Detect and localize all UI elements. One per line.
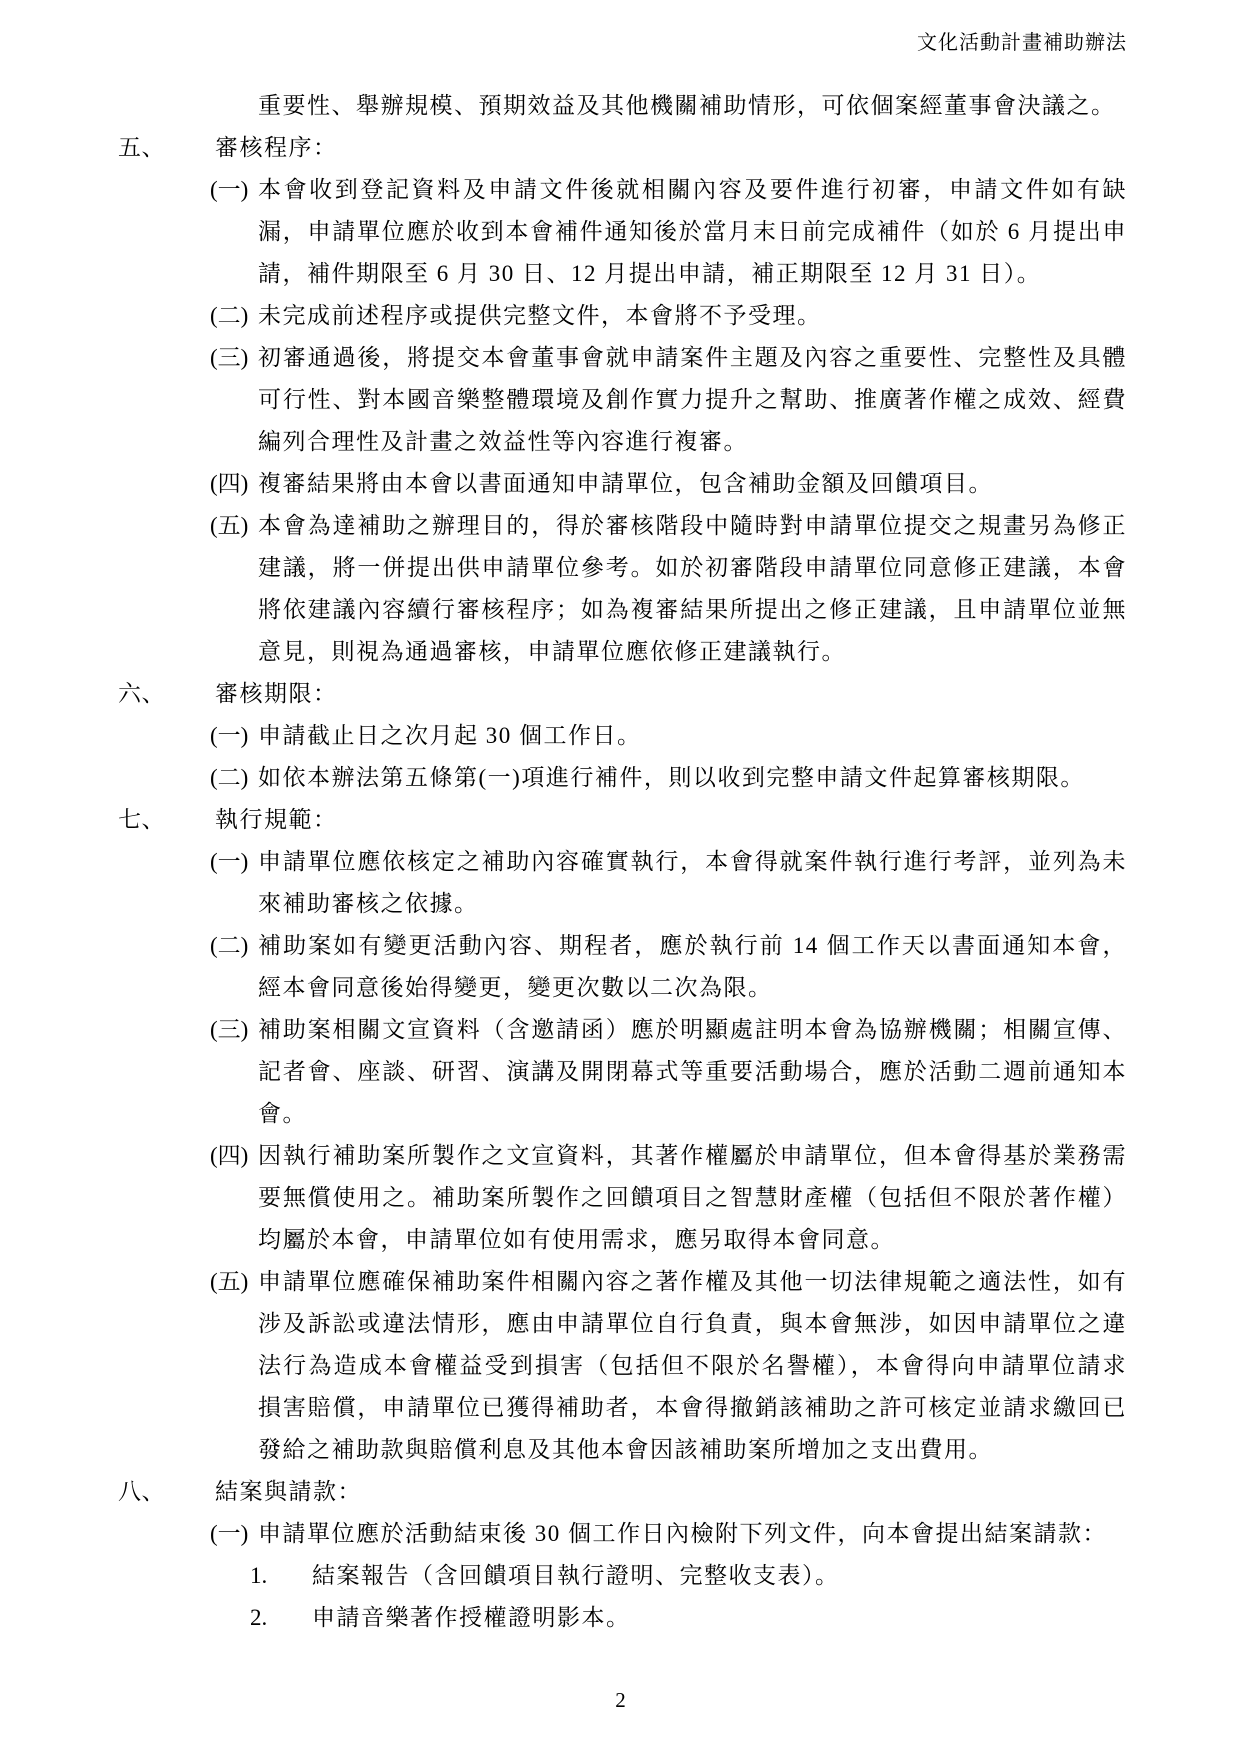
- sections-container: [118, 127, 1127, 1639]
- section-heading: [118, 1471, 1127, 1513]
- clause-marker: (二): [210, 765, 249, 790]
- clause-marker: (二): [210, 303, 249, 328]
- clause-text: 因執行補助案所製作之文宣資料，其著作權屬於申請單位，但本會得基於業務需要無償使用之。補助案所製作之回饋項目之智慧財產權（包括但不限於著作權）均屬於本會，申請單位如有使用需求，應另取得本會同意。: [258, 1143, 1127, 1252]
- clause-text: 申請單位應於活動結束後 30 個工作日內檢附下列文件，向本會提出結案請款：: [258, 1521, 1107, 1546]
- clause-item: [118, 295, 1127, 337]
- clause-marker: (五): [210, 513, 249, 538]
- clause-marker: (一): [210, 177, 249, 202]
- clause-marker: (四): [210, 1143, 249, 1168]
- clause-text: 補助案如有變更活動內容、期程者，應於執行前 14 個工作天以書面通知本會，經本會同意後始得變更，變更次數以二次為限。: [258, 933, 1127, 1000]
- clause-text: 補助案相關文宣資料（含邀請函）應於明顯處註明本會為協辦機關；相關宣傳、記者會、座談、研習、演講及開閉幕式等重要活動場合，應於活動二週前通知本會。: [258, 1017, 1127, 1126]
- numbered-item: [118, 1597, 1127, 1639]
- clause-marker: (一): [210, 723, 249, 748]
- document-header-title: 文化活動計畫補助辦法: [917, 32, 1127, 54]
- clause-item: [118, 841, 1127, 925]
- document-body: [118, 85, 1127, 1639]
- document-header: [0, 30, 1127, 56]
- numbered-item-marker: 2.: [250, 1605, 268, 1630]
- numbered-item-text: 申請音樂著作授權證明影本。: [312, 1605, 631, 1630]
- clause-text: 申請截止日之次月起 30 個工作日。: [258, 723, 642, 748]
- clause-item: [118, 1261, 1127, 1471]
- clause-text: 本會收到登記資料及申請文件後就相關內容及要件進行初審，申請文件如有缺漏，申請單位應於收到本會補件通知後於當月末日前完成補件（如於 6 月提出申請，補件期限至 6 月 30 日、12 月提出申請，補正期限至 12 月 31 日）。: [258, 177, 1127, 286]
- clause-item: [118, 715, 1127, 757]
- section-number: 七、: [118, 807, 165, 832]
- numbered-item-marker: 1.: [250, 1563, 268, 1588]
- page-number: 2: [615, 1688, 626, 1712]
- section-heading: [118, 799, 1127, 841]
- clause-marker: (五): [210, 1269, 249, 1294]
- clause-marker: (二): [210, 933, 249, 958]
- clause-item: [118, 757, 1127, 799]
- clause-text: 申請單位應確保補助案件相關內容之著作權及其他一切法律規範之適法性，如有涉及訴訟或違法情形，應由申請單位自行負責，與本會無涉，如因申請單位之違法行為造成本會權益受到損害（包括但不限於名譽權），本會得向申請單位請求損害賠償，申請單位已獲得補助者，本會得撤銷該補助之許可核定並請求繳回已發給之補助款與賠償利息及其他本會因該補助案所增加之支出費用。: [258, 1269, 1127, 1462]
- clause-marker: (四): [210, 471, 249, 496]
- clause-item: [118, 463, 1127, 505]
- clause-marker: (一): [210, 849, 249, 874]
- section-number: 五、: [118, 135, 165, 160]
- clause-marker: (三): [210, 1017, 249, 1042]
- clause-text: 初審通過後，將提交本會董事會就申請案件主題及內容之重要性、完整性及具體可行性、對本國音樂整體環境及創作實力提升之幫助、推廣著作權之成效、經費編列合理性及計畫之效益性等內容進行複審。: [258, 345, 1127, 454]
- clause-text: 如依本辦法第五條第(一)項進行補件，則以收到完整申請文件起算審核期限。: [258, 765, 1085, 790]
- clause-text: 未完成前述程序或提供完整文件，本會將不予受理。: [258, 303, 822, 328]
- section-number: 六、: [118, 681, 165, 706]
- numbered-item-text: 結案報告（含回饋項目執行證明、完整收支表）。: [312, 1563, 840, 1588]
- clause-text: 本會為達補助之辦理目的，得於審核階段中隨時對申請單位提交之規畫另為修正建議，將一併提出供申請單位參考。如於初審階段申請單位同意修正建議，本會將依建議內容續行審核程序；如為複審結果所提出之修正建議，且申請單位並無意見，則視為通過審核，申請單位應依修正建議執行。: [258, 513, 1127, 664]
- section-heading: [118, 127, 1127, 169]
- clause-item: [118, 505, 1127, 673]
- clause-item: [118, 169, 1127, 295]
- numbered-item: [118, 1555, 1127, 1597]
- section-title: 執行規範：: [215, 807, 338, 832]
- clause-text: 複審結果將由本會以書面通知申請單位，包含補助金額及回饋項目。: [258, 471, 993, 496]
- clause-item: [118, 1513, 1127, 1555]
- clause-text: 申請單位應依核定之補助內容確實執行，本會得就案件執行進行考評，並列為未來補助審核之依據。: [258, 849, 1127, 916]
- document-footer: [0, 1685, 1241, 1715]
- clause-marker: (一): [210, 1521, 249, 1546]
- section-number: 八、: [118, 1479, 165, 1504]
- clause-item: [118, 1009, 1127, 1135]
- clause-marker: (三): [210, 345, 249, 370]
- clause-item: [118, 925, 1127, 1009]
- clause-item: [118, 337, 1127, 463]
- section-title: 結案與請款：: [215, 1479, 362, 1504]
- section-title: 審核期限：: [215, 681, 338, 706]
- section-heading: [118, 673, 1127, 715]
- clause-item: [118, 1135, 1127, 1261]
- continuation-paragraph: 重要性、舉辦規模、預期效益及其他機關補助情形，可依個案經董事會決議之。: [258, 93, 1116, 118]
- section-title: 審核程序：: [215, 135, 338, 160]
